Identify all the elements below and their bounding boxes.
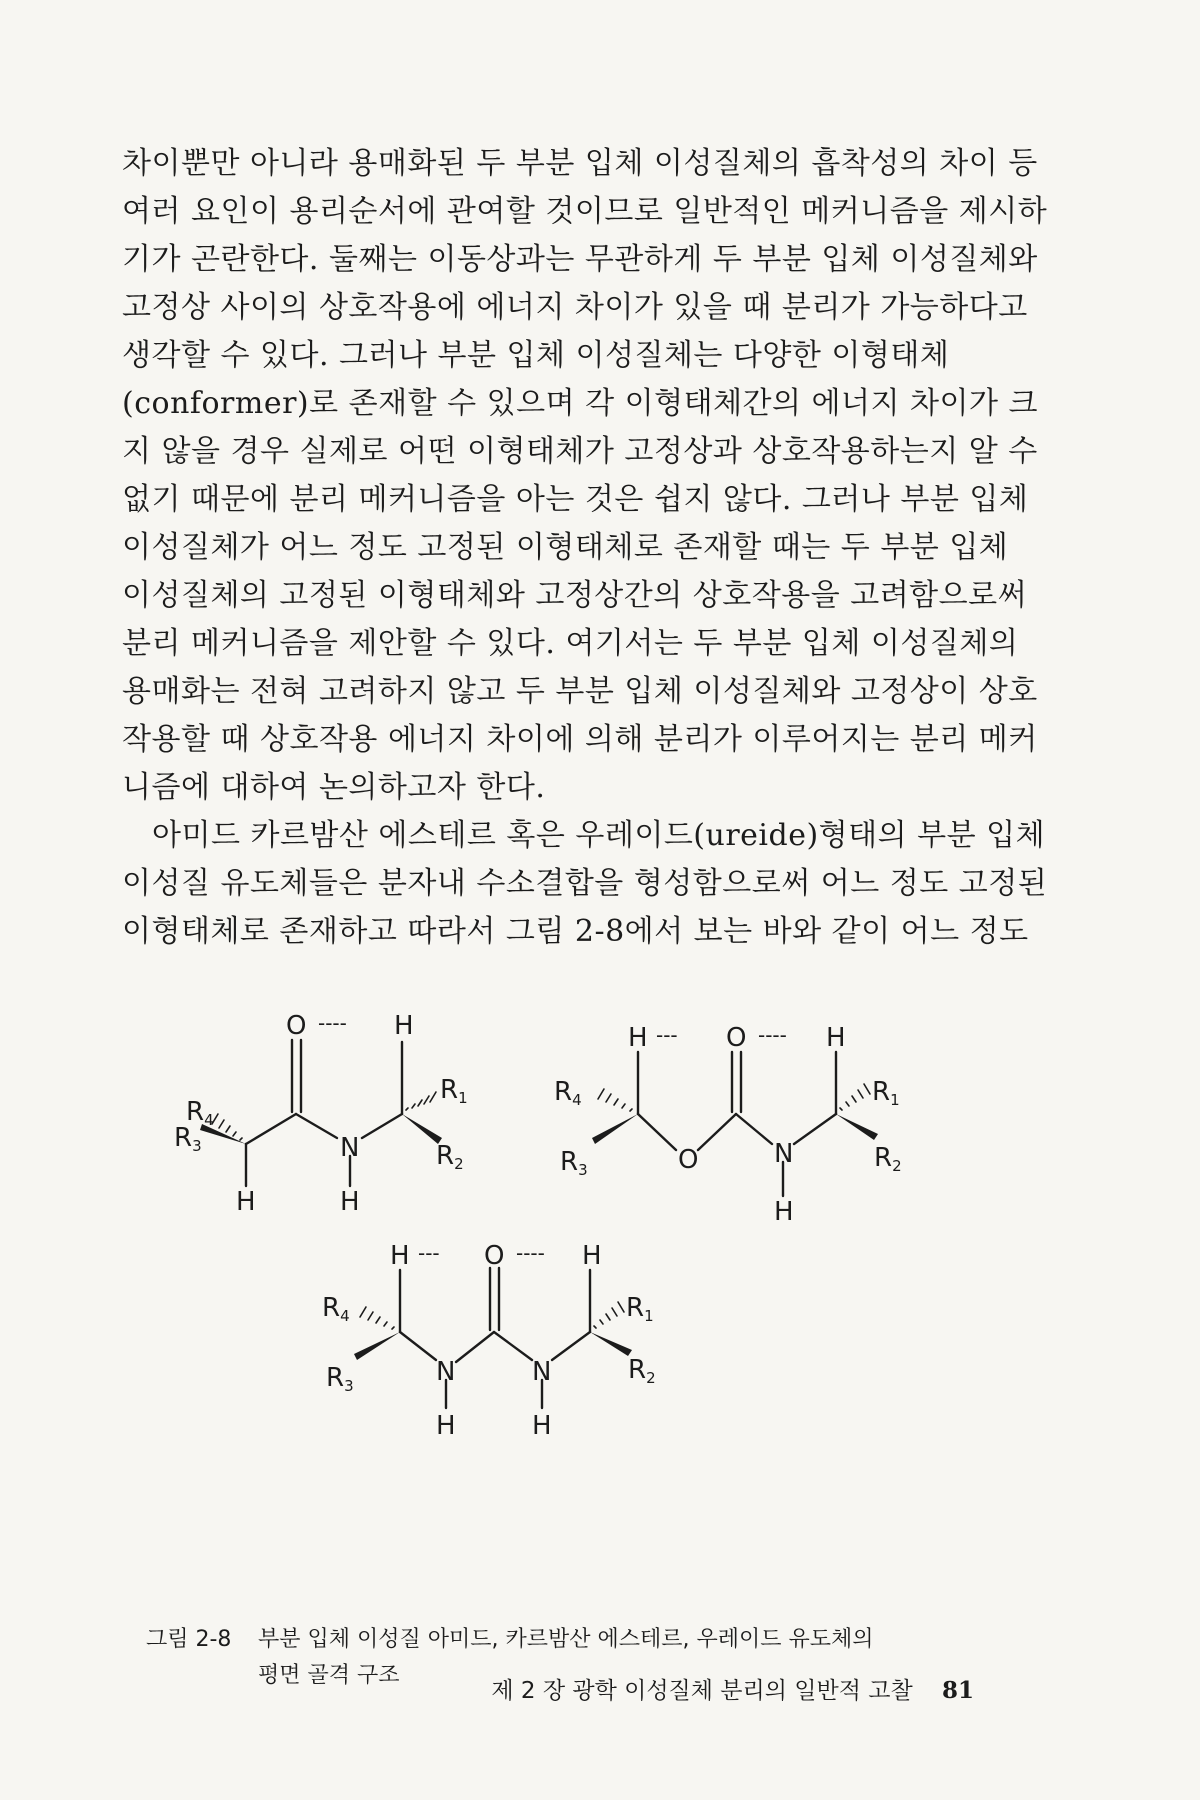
hbond-dashes: ---- bbox=[318, 1011, 347, 1035]
atom-h: H bbox=[390, 1241, 410, 1271]
text-line: 이성질체의 고정된 이형태체와 고정상간의 상호작용을 고려함으로써 bbox=[122, 578, 1028, 613]
hbond-dashes: --- bbox=[418, 1241, 440, 1265]
bond bbox=[246, 1114, 296, 1144]
hbond-dashes: --- bbox=[656, 1023, 678, 1047]
text-line: 기가 곤란한다. 둘째는 이동상과는 무관하게 두 부분 입체 이성질체와 bbox=[122, 242, 1038, 277]
text-line: 아미드 카르밤산 에스테르 혹은 우레이드(ureide)형태의 부분 입체 bbox=[152, 818, 1046, 853]
text-line: 차이뿐만 아니라 용매화된 두 부분 입체 이성질체의 흡착성의 차이 등 bbox=[122, 146, 1038, 181]
wedge-bond bbox=[402, 1114, 442, 1144]
text-line: (conformer)로 존재할 수 있으며 각 이형태체간의 에너지 차이가 크 bbox=[122, 386, 1038, 421]
atom-h: H bbox=[582, 1241, 602, 1271]
text-line: 이성질 유도체들은 분자내 수소결합을 형성함으로써 어느 정도 고정된 bbox=[122, 866, 1048, 901]
group-r2: R2 bbox=[436, 1141, 464, 1173]
bond bbox=[552, 1332, 590, 1360]
text-line: 이성질체가 어느 정도 고정된 이형태체로 존재할 때는 두 부분 입체 bbox=[122, 530, 1009, 565]
figure-number: 그림 2-8 bbox=[146, 1627, 232, 1652]
wedge-bond bbox=[836, 1114, 878, 1140]
bond bbox=[638, 1114, 676, 1150]
amide-structure bbox=[200, 1040, 442, 1186]
text-line: 작용할 때 상호작용 에너지 차이에 의해 분리가 이루어지는 분리 메커 bbox=[122, 722, 1038, 757]
bond bbox=[362, 1114, 402, 1138]
text-line: 여러 요인이 용리순서에 관여할 것이므로 일반적인 메커니즘을 제시하 bbox=[122, 194, 1048, 229]
paragraph-2 bbox=[122, 812, 1082, 956]
atom-o: O bbox=[286, 1011, 307, 1041]
group-r3: R3 bbox=[174, 1123, 202, 1155]
text-line: 없기 때문에 분리 메커니즘을 아는 것은 쉽지 않다. 그러나 부분 입체 bbox=[122, 482, 1029, 517]
group-r2: R2 bbox=[628, 1355, 656, 1387]
hbond-dashes: ---- bbox=[758, 1023, 787, 1047]
text-line: 니즘에 대하여 논의하고자 한다. bbox=[122, 770, 546, 805]
atom-n: N bbox=[340, 1133, 360, 1163]
group-r3: R3 bbox=[560, 1147, 588, 1179]
wedge-bond bbox=[354, 1332, 400, 1360]
text-line: 이형태체로 존재하고 따라서 그림 2-8에서 보는 바와 같이 어느 정도 bbox=[122, 914, 1029, 949]
paragraph-1 bbox=[122, 140, 1082, 812]
structure-figure bbox=[140, 1010, 1020, 1570]
carbamate-structure bbox=[592, 1052, 878, 1196]
bond bbox=[736, 1114, 772, 1144]
bond bbox=[400, 1332, 436, 1360]
atom-h: H bbox=[826, 1023, 846, 1053]
group-r1: R1 bbox=[626, 1293, 654, 1325]
atom-n: N bbox=[774, 1139, 794, 1169]
text-line: 용매화는 전혀 고려하지 않고 두 부분 입체 이성질체와 고정상이 상호 bbox=[122, 674, 1038, 709]
hbond-dashes: ---- bbox=[516, 1241, 545, 1265]
atom-o: O bbox=[678, 1145, 699, 1175]
text-line: 고정상 사이의 상호작용에 에너지 차이가 있을 때 분리가 가능하다고 bbox=[122, 290, 1028, 325]
group-r4: R4 bbox=[554, 1077, 582, 1109]
bond bbox=[794, 1114, 836, 1144]
bond bbox=[494, 1332, 532, 1360]
caption-text: 부분 입체 이성질 아미드, 카르밤산 에스테르, 우레이드 유도체의 bbox=[258, 1627, 874, 1652]
group-r2: R2 bbox=[874, 1143, 902, 1175]
atom-h: H bbox=[340, 1187, 360, 1217]
group-r3: R3 bbox=[326, 1363, 354, 1395]
atom-h: H bbox=[394, 1011, 414, 1041]
atom-h: H bbox=[628, 1023, 648, 1053]
atom-o: O bbox=[726, 1023, 747, 1053]
running-footer: 제 2 장 광학 이성질체 분리의 일반적 고찰 bbox=[491, 1678, 913, 1704]
page-number: 81 bbox=[941, 1677, 974, 1704]
bond bbox=[698, 1114, 736, 1150]
caption-line-2: 평면 골격 구조 bbox=[258, 1663, 400, 1688]
wedge-bond bbox=[592, 1114, 638, 1144]
atom-h: H bbox=[436, 1411, 456, 1441]
bond bbox=[296, 1114, 337, 1138]
text-line: 생각할 수 있다. 그러나 부분 입체 이성질체는 다양한 이형태체 bbox=[122, 338, 950, 373]
atom-h: H bbox=[532, 1411, 552, 1441]
atom-o: O bbox=[484, 1241, 505, 1271]
atom-n: N bbox=[532, 1357, 552, 1387]
atom-h: H bbox=[236, 1187, 256, 1217]
atom-h: H bbox=[774, 1197, 794, 1227]
page-footer bbox=[491, 1672, 974, 1705]
wedge-bond bbox=[590, 1332, 632, 1356]
atom-n: N bbox=[436, 1357, 456, 1387]
group-r4: R4 bbox=[186, 1097, 214, 1129]
ureide-structure bbox=[354, 1268, 632, 1408]
group-r1: R1 bbox=[872, 1077, 900, 1109]
bond bbox=[456, 1332, 494, 1362]
text-line: 지 않을 경우 실제로 어떤 이형태체가 고정상과 상호작용하는지 알 수 bbox=[122, 434, 1038, 469]
text-line: 분리 메커니즘을 제안할 수 있다. 여기서는 두 부분 입체 이성질체의 bbox=[122, 626, 1019, 661]
group-r1: R1 bbox=[440, 1075, 468, 1107]
group-r4: R4 bbox=[322, 1293, 350, 1325]
caption-line-1 bbox=[146, 1622, 874, 1658]
